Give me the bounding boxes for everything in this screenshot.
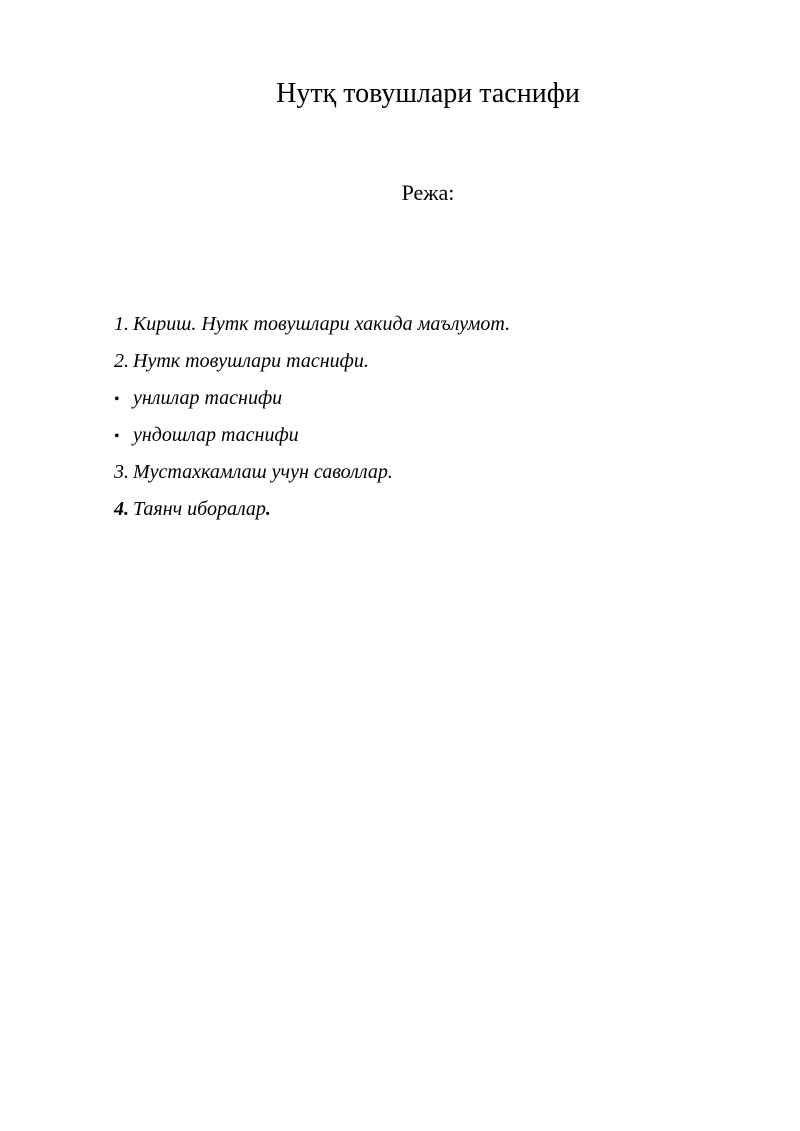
outline-text-2: Нутк товушлари таснифи.	[133, 350, 369, 372]
outline-text-4: Таянч иборалар	[133, 498, 266, 520]
document-title: Нутқ товушлари таснифи	[276, 78, 580, 109]
outline-number-4: 4.	[114, 498, 129, 520]
plan-heading: Режа:	[401, 180, 455, 205]
outline-suffix-4: .	[265, 498, 271, 520]
outline-subitem-consonants	[114, 422, 754, 459]
outline-text-consonants: ундошлар таснифи	[133, 424, 299, 446]
outline-text-vowels: унлилар таснифи	[133, 387, 283, 409]
outline-number-1: 1.	[114, 313, 129, 335]
outline-subitem-vowels	[114, 385, 754, 422]
outline-item-4	[114, 496, 754, 533]
outline-text-3: Мустахкамлаш учун саволлар.	[133, 461, 393, 483]
bullet-icon: •	[114, 391, 120, 408]
outline-item-1	[114, 311, 754, 348]
outline-item-2	[114, 348, 754, 385]
outline-text-1: Кириш. Нутк товушлари хакида маълумот.	[133, 313, 511, 335]
plan-outline	[114, 311, 754, 533]
outline-number-2: 2.	[114, 350, 129, 372]
outline-number-3: 3.	[114, 461, 129, 483]
outline-item-3	[114, 459, 754, 496]
bullet-icon: •	[114, 428, 120, 445]
